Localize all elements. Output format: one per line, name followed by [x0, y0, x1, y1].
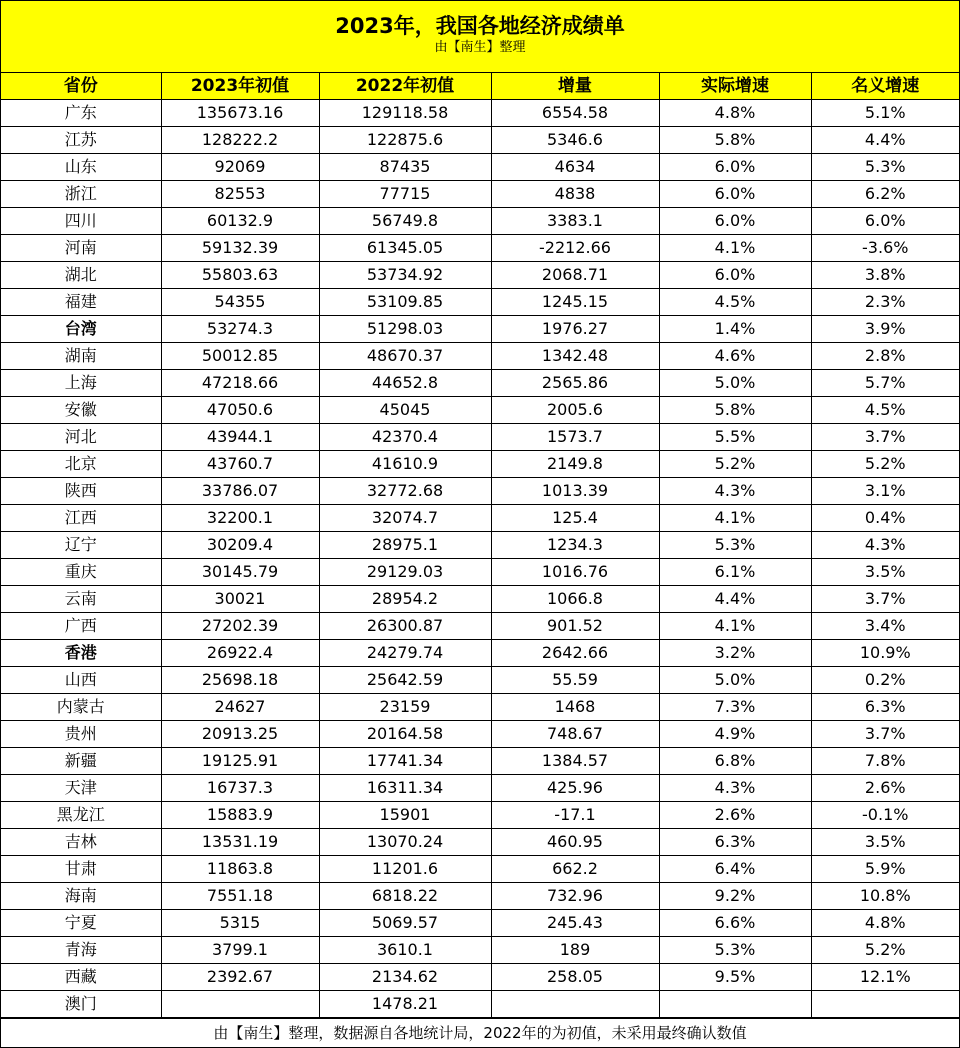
gdp-2022-cell: 87435	[319, 154, 491, 181]
gdp-2022-cell: 17741.34	[319, 748, 491, 775]
nominal-growth-cell: 5.7%	[811, 370, 959, 397]
province-cell: 香港	[1, 640, 161, 667]
province-cell: 天津	[1, 775, 161, 802]
gdp-2023-cell: 24627	[161, 694, 319, 721]
gdp-2022-cell: 122875.6	[319, 127, 491, 154]
gdp-2023-cell: 47218.66	[161, 370, 319, 397]
gdp-2023-cell: 92069	[161, 154, 319, 181]
province-cell: 辽宁	[1, 532, 161, 559]
real-growth-cell: 4.9%	[659, 721, 811, 748]
province-cell: 安徽	[1, 397, 161, 424]
province-cell: 云南	[1, 586, 161, 613]
gdp-2023-cell: 43944.1	[161, 424, 319, 451]
province-cell: 广西	[1, 613, 161, 640]
gdp-2022-cell: 5069.57	[319, 910, 491, 937]
province-cell: 澳门	[1, 991, 161, 1018]
gdp-2023-cell: 59132.39	[161, 235, 319, 262]
real-growth-cell: 3.2%	[659, 640, 811, 667]
gdp-2023-cell: 47050.6	[161, 397, 319, 424]
table-row	[1, 370, 959, 397]
increment-cell: 1384.57	[491, 748, 659, 775]
table-row	[1, 181, 959, 208]
nominal-growth-cell: 6.0%	[811, 208, 959, 235]
table-title: 2023年，我国各地经济成绩单	[335, 14, 625, 38]
table-row	[1, 397, 959, 424]
province-cell: 海南	[1, 883, 161, 910]
gdp-2022-cell: 48670.37	[319, 343, 491, 370]
province-cell: 青海	[1, 937, 161, 964]
nominal-growth-cell: 3.9%	[811, 316, 959, 343]
gdp-table	[1, 73, 959, 1018]
real-growth-cell: 4.6%	[659, 343, 811, 370]
title-block	[1, 1, 959, 73]
real-growth-cell: 5.2%	[659, 451, 811, 478]
increment-cell: 460.95	[491, 829, 659, 856]
nominal-growth-cell: -0.1%	[811, 802, 959, 829]
table-row	[1, 937, 959, 964]
increment-cell: 6554.58	[491, 100, 659, 127]
nominal-growth-cell: 3.8%	[811, 262, 959, 289]
nominal-growth-cell: 6.3%	[811, 694, 959, 721]
gdp-2023-cell: 33786.07	[161, 478, 319, 505]
table-row	[1, 748, 959, 775]
gdp-2023-cell: 43760.7	[161, 451, 319, 478]
province-cell: 宁夏	[1, 910, 161, 937]
nominal-growth-cell: 3.7%	[811, 721, 959, 748]
table-subtitle: 由【南生】整理	[434, 40, 526, 55]
table-row	[1, 424, 959, 451]
gdp-2022-cell: 28954.2	[319, 586, 491, 613]
province-cell: 陕西	[1, 478, 161, 505]
column-header-province: 省份	[1, 73, 161, 100]
gdp-2022-cell: 44652.8	[319, 370, 491, 397]
province-cell: 湖北	[1, 262, 161, 289]
real-growth-cell: 5.0%	[659, 667, 811, 694]
province-cell: 贵州	[1, 721, 161, 748]
gdp-2023-cell: 82553	[161, 181, 319, 208]
gdp-2023-cell: 53274.3	[161, 316, 319, 343]
nominal-growth-cell	[811, 991, 959, 1018]
province-cell: 上海	[1, 370, 161, 397]
gdp-2022-cell: 23159	[319, 694, 491, 721]
nominal-growth-cell: 10.9%	[811, 640, 959, 667]
table-row	[1, 208, 959, 235]
gdp-2022-cell: 25642.59	[319, 667, 491, 694]
gdp-2022-cell: 129118.58	[319, 100, 491, 127]
gdp-2022-cell: 6818.22	[319, 883, 491, 910]
gdp-2023-cell: 30021	[161, 586, 319, 613]
gdp-2022-cell: 41610.9	[319, 451, 491, 478]
table-body	[1, 100, 959, 1018]
nominal-growth-cell: 5.2%	[811, 451, 959, 478]
real-growth-cell: 6.0%	[659, 154, 811, 181]
gdp-2023-cell: 32200.1	[161, 505, 319, 532]
increment-cell: 2642.66	[491, 640, 659, 667]
column-header-increment: 增量	[491, 73, 659, 100]
gdp-2023-cell: 13531.19	[161, 829, 319, 856]
nominal-growth-cell: 2.8%	[811, 343, 959, 370]
real-growth-cell: 4.3%	[659, 478, 811, 505]
table-row	[1, 262, 959, 289]
gdp-2023-cell: 27202.39	[161, 613, 319, 640]
real-growth-cell: 5.8%	[659, 127, 811, 154]
real-growth-cell: 6.6%	[659, 910, 811, 937]
province-cell: 浙江	[1, 181, 161, 208]
table-row	[1, 694, 959, 721]
increment-cell: 1342.48	[491, 343, 659, 370]
nominal-growth-cell: -3.6%	[811, 235, 959, 262]
real-growth-cell: 5.3%	[659, 937, 811, 964]
province-cell: 广东	[1, 100, 161, 127]
gdp-2022-cell: 1478.21	[319, 991, 491, 1018]
table-row	[1, 127, 959, 154]
gdp-2023-cell: 2392.67	[161, 964, 319, 991]
real-growth-cell	[659, 991, 811, 1018]
increment-cell: 662.2	[491, 856, 659, 883]
real-growth-cell: 4.8%	[659, 100, 811, 127]
real-growth-cell: 6.4%	[659, 856, 811, 883]
gdp-2022-cell: 61345.05	[319, 235, 491, 262]
table-row	[1, 667, 959, 694]
column-header-2022-initial: 2022年初值	[319, 73, 491, 100]
province-cell: 西藏	[1, 964, 161, 991]
table-row	[1, 613, 959, 640]
gdp-2023-cell: 30209.4	[161, 532, 319, 559]
increment-cell: 189	[491, 937, 659, 964]
nominal-growth-cell: 12.1%	[811, 964, 959, 991]
province-cell: 吉林	[1, 829, 161, 856]
increment-cell: 748.67	[491, 721, 659, 748]
province-cell: 河北	[1, 424, 161, 451]
province-cell: 新疆	[1, 748, 161, 775]
nominal-growth-cell: 4.4%	[811, 127, 959, 154]
gdp-2022-cell: 53109.85	[319, 289, 491, 316]
real-growth-cell: 4.3%	[659, 775, 811, 802]
increment-cell: 2005.6	[491, 397, 659, 424]
increment-cell: 1016.76	[491, 559, 659, 586]
increment-cell: 1976.27	[491, 316, 659, 343]
footnote: 由【南生】整理，数据源自各地统计局，2022年的为初值，未采用最终确认数值	[1, 1018, 959, 1047]
gdp-2022-cell: 51298.03	[319, 316, 491, 343]
increment-cell: 258.05	[491, 964, 659, 991]
province-cell: 黑龙江	[1, 802, 161, 829]
table-row	[1, 586, 959, 613]
real-growth-cell: 4.5%	[659, 289, 811, 316]
gdp-2023-cell: 15883.9	[161, 802, 319, 829]
increment-cell: 732.96	[491, 883, 659, 910]
table-row	[1, 154, 959, 181]
gdp-2023-cell: 135673.16	[161, 100, 319, 127]
gdp-2023-cell: 26922.4	[161, 640, 319, 667]
gdp-2022-cell: 3610.1	[319, 937, 491, 964]
gdp-2022-cell: 32074.7	[319, 505, 491, 532]
nominal-growth-cell: 0.4%	[811, 505, 959, 532]
increment-cell: 901.52	[491, 613, 659, 640]
gdp-2022-cell: 13070.24	[319, 829, 491, 856]
nominal-growth-cell: 4.3%	[811, 532, 959, 559]
gdp-2022-cell: 29129.03	[319, 559, 491, 586]
gdp-2023-cell: 7551.18	[161, 883, 319, 910]
increment-cell: 2149.8	[491, 451, 659, 478]
nominal-growth-cell: 5.9%	[811, 856, 959, 883]
nominal-growth-cell: 7.8%	[811, 748, 959, 775]
gdp-2023-cell: 128222.2	[161, 127, 319, 154]
nominal-growth-cell: 3.4%	[811, 613, 959, 640]
nominal-growth-cell: 5.3%	[811, 154, 959, 181]
gdp-2023-cell: 16737.3	[161, 775, 319, 802]
real-growth-cell: 4.1%	[659, 235, 811, 262]
table-row	[1, 856, 959, 883]
gdp-2022-cell: 26300.87	[319, 613, 491, 640]
real-growth-cell: 6.0%	[659, 262, 811, 289]
real-growth-cell: 2.6%	[659, 802, 811, 829]
gdp-2022-cell: 24279.74	[319, 640, 491, 667]
gdp-2022-cell: 77715	[319, 181, 491, 208]
gdp-2023-cell: 50012.85	[161, 343, 319, 370]
province-cell: 江苏	[1, 127, 161, 154]
nominal-growth-cell: 0.2%	[811, 667, 959, 694]
table-row	[1, 910, 959, 937]
increment-cell: -2212.66	[491, 235, 659, 262]
gdp-2023-cell: 54355	[161, 289, 319, 316]
gdp-2023-cell: 25698.18	[161, 667, 319, 694]
province-cell: 山东	[1, 154, 161, 181]
increment-cell: 1066.8	[491, 586, 659, 613]
table-row	[1, 991, 959, 1018]
nominal-growth-cell: 10.8%	[811, 883, 959, 910]
real-growth-cell: 9.5%	[659, 964, 811, 991]
table-row	[1, 721, 959, 748]
real-growth-cell: 6.0%	[659, 181, 811, 208]
table-row	[1, 883, 959, 910]
increment-cell: 4634	[491, 154, 659, 181]
increment-cell: 1234.3	[491, 532, 659, 559]
nominal-growth-cell: 3.7%	[811, 586, 959, 613]
province-cell: 山西	[1, 667, 161, 694]
increment-cell: 1468	[491, 694, 659, 721]
real-growth-cell: 4.4%	[659, 586, 811, 613]
increment-cell: 1013.39	[491, 478, 659, 505]
table-row	[1, 316, 959, 343]
increment-cell: 55.59	[491, 667, 659, 694]
increment-cell	[491, 991, 659, 1018]
gdp-2022-cell: 28975.1	[319, 532, 491, 559]
table-row	[1, 559, 959, 586]
table-row	[1, 532, 959, 559]
nominal-growth-cell: 6.2%	[811, 181, 959, 208]
province-cell: 内蒙古	[1, 694, 161, 721]
increment-cell: 2565.86	[491, 370, 659, 397]
increment-cell: 2068.71	[491, 262, 659, 289]
real-growth-cell: 6.0%	[659, 208, 811, 235]
gdp-2023-cell: 30145.79	[161, 559, 319, 586]
gdp-2022-cell: 15901	[319, 802, 491, 829]
increment-cell: 4838	[491, 181, 659, 208]
table-row	[1, 478, 959, 505]
gdp-2023-cell: 11863.8	[161, 856, 319, 883]
increment-cell: 1245.15	[491, 289, 659, 316]
nominal-growth-cell: 4.8%	[811, 910, 959, 937]
gdp-2022-cell: 56749.8	[319, 208, 491, 235]
table-row	[1, 640, 959, 667]
real-growth-cell: 5.0%	[659, 370, 811, 397]
real-growth-cell: 4.1%	[659, 505, 811, 532]
increment-cell: 5346.6	[491, 127, 659, 154]
table-row	[1, 451, 959, 478]
real-growth-cell: 5.5%	[659, 424, 811, 451]
gdp-2023-cell: 55803.63	[161, 262, 319, 289]
gdp-2022-cell: 2134.62	[319, 964, 491, 991]
table-row	[1, 343, 959, 370]
gdp-2022-cell: 42370.4	[319, 424, 491, 451]
gdp-2023-cell	[161, 991, 319, 1018]
gdp-2023-cell: 5315	[161, 910, 319, 937]
nominal-growth-cell: 3.1%	[811, 478, 959, 505]
real-growth-cell: 9.2%	[659, 883, 811, 910]
nominal-growth-cell: 4.5%	[811, 397, 959, 424]
province-cell: 河南	[1, 235, 161, 262]
real-growth-cell: 6.3%	[659, 829, 811, 856]
real-growth-cell: 5.8%	[659, 397, 811, 424]
table-row	[1, 775, 959, 802]
table-row	[1, 505, 959, 532]
column-header-real-growth: 实际增速	[659, 73, 811, 100]
province-cell: 北京	[1, 451, 161, 478]
real-growth-cell: 6.8%	[659, 748, 811, 775]
nominal-growth-cell: 3.7%	[811, 424, 959, 451]
table-row	[1, 289, 959, 316]
real-growth-cell: 7.3%	[659, 694, 811, 721]
province-cell: 湖南	[1, 343, 161, 370]
gdp-2022-cell: 11201.6	[319, 856, 491, 883]
table-row	[1, 964, 959, 991]
increment-cell: 425.96	[491, 775, 659, 802]
gdp-2022-cell: 53734.92	[319, 262, 491, 289]
column-header-nominal-growth: 名义增速	[811, 73, 959, 100]
nominal-growth-cell: 5.1%	[811, 100, 959, 127]
province-cell: 台湾	[1, 316, 161, 343]
nominal-growth-cell: 2.3%	[811, 289, 959, 316]
column-header-2023-initial: 2023年初值	[161, 73, 319, 100]
increment-cell: 125.4	[491, 505, 659, 532]
gdp-2023-cell: 60132.9	[161, 208, 319, 235]
nominal-growth-cell: 5.2%	[811, 937, 959, 964]
header-row	[1, 73, 959, 100]
table-row	[1, 802, 959, 829]
nominal-growth-cell: 3.5%	[811, 829, 959, 856]
real-growth-cell: 6.1%	[659, 559, 811, 586]
gdp-2022-cell: 45045	[319, 397, 491, 424]
gdp-2022-cell: 16311.34	[319, 775, 491, 802]
province-cell: 福建	[1, 289, 161, 316]
province-cell: 江西	[1, 505, 161, 532]
real-growth-cell: 5.3%	[659, 532, 811, 559]
province-cell: 重庆	[1, 559, 161, 586]
gdp-2023-cell: 20913.25	[161, 721, 319, 748]
table-row	[1, 235, 959, 262]
increment-cell: -17.1	[491, 802, 659, 829]
real-growth-cell: 1.4%	[659, 316, 811, 343]
nominal-growth-cell: 3.5%	[811, 559, 959, 586]
gdp-2023-cell: 19125.91	[161, 748, 319, 775]
increment-cell: 1573.7	[491, 424, 659, 451]
real-growth-cell: 4.1%	[659, 613, 811, 640]
table-row	[1, 829, 959, 856]
gdp-2023-cell: 3799.1	[161, 937, 319, 964]
table-row	[1, 100, 959, 127]
province-cell: 四川	[1, 208, 161, 235]
increment-cell: 3383.1	[491, 208, 659, 235]
province-cell: 甘肃	[1, 856, 161, 883]
increment-cell: 245.43	[491, 910, 659, 937]
gdp-2022-cell: 20164.58	[319, 721, 491, 748]
gdp-2022-cell: 32772.68	[319, 478, 491, 505]
nominal-growth-cell: 2.6%	[811, 775, 959, 802]
